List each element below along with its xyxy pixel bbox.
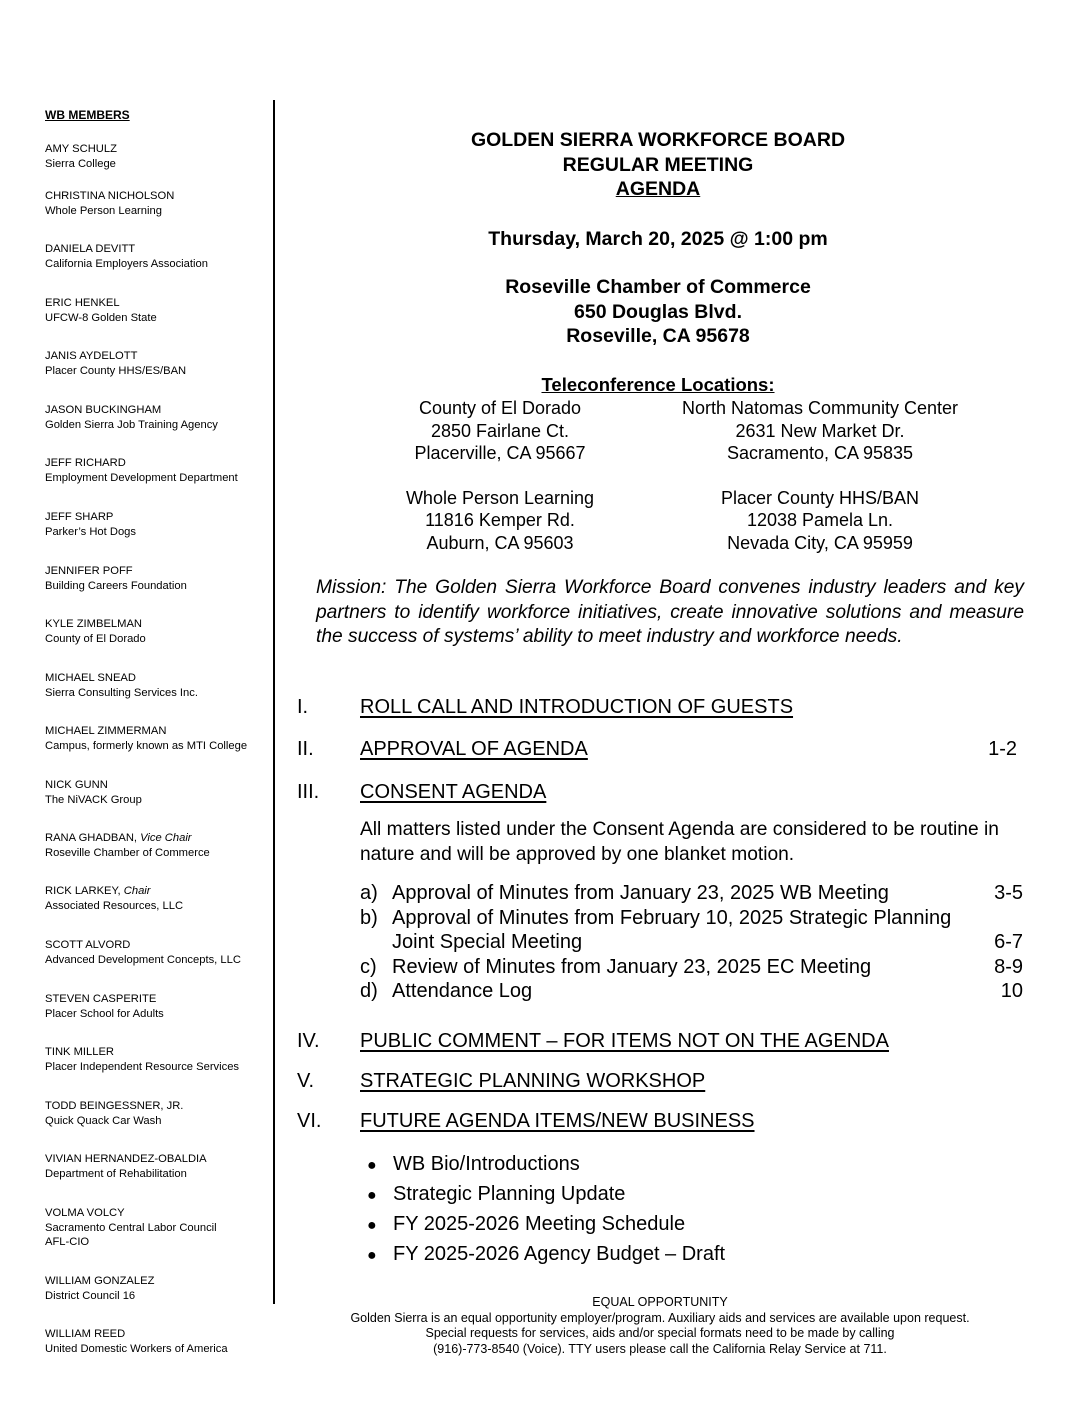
meeting-location (300, 275, 1016, 349)
member-entry: WILLIAM GONZALEZ District Council 16 (45, 1275, 155, 1302)
member-entry: RANA GHADBAN, Vice Chair Roseville Chamber of Commerce (45, 832, 210, 859)
agenda-item-title: STRATEGIC PLANNING WORKSHOP (360, 1070, 706, 1092)
member-entry: MICHAEL SNEAD Sierra Consulting Services Inc. (45, 672, 198, 699)
agenda-item-number: IV. (297, 1030, 320, 1052)
consent-item: d) Attendance Log (360, 980, 533, 1002)
consent-item-page: 10 (1000, 980, 1023, 1002)
agenda-header (300, 128, 1016, 202)
future-items-list (367, 1152, 725, 1272)
list-item: ● FY 2025-2026 Agency Budget – Draft (367, 1242, 725, 1272)
member-entry: JENNIFER POFF Building Careers Foundation (45, 565, 187, 592)
agenda-item-number: III. (297, 781, 320, 803)
venue-street: 650 Douglas Blvd. (574, 300, 742, 323)
mission-statement: Mission: The Golden Sierra Workforce Board convenes industry leaders and key partners to identify workforce initiatives, create innovative solutions and measure the success of systems’ ability to meet industry and workforce needs. (316, 577, 1024, 647)
member-entry: MICHAEL ZIMMERMAN Campus, formerly known as MTI College (45, 725, 248, 752)
member-entry: VIVIAN HERNANDEZ-OBALDIA Department of Rehabilitation (45, 1153, 207, 1180)
consent-item: b) Approval of Minutes from February 10, 2025 Strategic Planning (360, 907, 952, 929)
tele-location-city: Nevada City, CA 95959 (727, 532, 913, 553)
tele-location-street: 12038 Pamela Ln. (746, 510, 894, 530)
agenda-heading: AGENDA (615, 178, 701, 200)
list-item: ● WB Bio/Introductions (367, 1152, 725, 1182)
member-entry: NICK GUNN The NiVACK Group (45, 779, 142, 806)
tele-location-street: 11816 Kemper Rd. (425, 510, 575, 530)
equal-opportunity-footer: EQUAL OPPORTUNITY Golden Sierra is an equal opportunity employer/program. Auxiliary aids and services are available upon request. Special requests for services, aids and/or special formats need to be made by calling (916)-773-8540 (Voice). TTY users please call the California Relay Service at 711. (280, 1295, 1040, 1357)
tele-location-name: Placer County HHS/BAN (720, 487, 920, 508)
list-item: ● Strategic Planning Update (367, 1182, 725, 1212)
consent-item-page: 3-5 (994, 882, 1023, 904)
tele-location-street: 2631 New Market Dr. (735, 420, 905, 441)
meeting-datetime: Thursday, March 20, 2025 @ 1:00 pm (488, 228, 828, 250)
venue-city: Roseville, CA 95678 (566, 325, 750, 347)
teleconference-right-column (660, 397, 980, 554)
member-entry: JEFF RICHARD Employment Development Department (45, 457, 238, 484)
agenda-item-number: II. (297, 738, 314, 760)
agenda-item-title: PUBLIC COMMENT – FOR ITEMS NOT ON THE AGENDA (360, 1030, 889, 1052)
member-role: Vice Chair (140, 832, 192, 844)
member-entry: KYLE ZIMBELMAN County of El Dorado (45, 618, 146, 645)
member-entry: JANIS AYDELOTT Placer County HHS/ES/BAN (45, 350, 187, 377)
member-entry: TINK MILLER Placer Independent Resource Services (45, 1046, 240, 1073)
member-entry: RICK LARKEY, Chair Associated Resources, LLC (45, 885, 184, 912)
member-role: Chair (123, 885, 151, 897)
member-entry: STEVEN CASPERITE Placer School for Adults (45, 993, 164, 1020)
member-entry: VOLMA VOLCY Sacramento Central Labor Council AFL-CIO (45, 1207, 217, 1248)
member-entry: SCOTT ALVORD Advanced Development Concepts, LLC (45, 939, 241, 966)
members-sidebar (45, 108, 273, 1355)
bullet-icon: ● (367, 1247, 377, 1264)
agenda-item-number: I. (297, 696, 309, 718)
teleconference-title: Teleconference Locations: (541, 374, 775, 395)
footer-title: EQUAL OPPORTUNITY (592, 1295, 728, 1309)
consent-item: a) Approval of Minutes from January 23, 2025 WB Meeting (360, 882, 889, 904)
agenda-item-title: FUTURE AGENDA ITEMS/NEW BUSINESS (360, 1110, 755, 1132)
tele-location-city: Auburn, CA 95603 (426, 532, 574, 553)
bullet-icon: ● (367, 1187, 377, 1204)
member-entry: ERIC HENKEL UFCW-8 Golden State (45, 297, 157, 324)
bullet-icon: ● (367, 1217, 377, 1234)
member-entry: CHRISTINA NICHOLSON Whole Person Learning (45, 190, 175, 217)
member-entry: TODD BEINGESSNER, JR. Quick Quack Car Wash (45, 1100, 184, 1127)
tele-location-name: Whole Person Learning (405, 487, 595, 508)
agenda-item-number: VI. (297, 1110, 322, 1132)
sidebar-title: WB MEMBERS (45, 108, 130, 122)
member-entry: DANIELA DEVITT California Employers Association (45, 243, 208, 270)
tele-location-city: Placerville, CA 95667 (414, 443, 586, 463)
sidebar-divider (273, 100, 275, 1304)
venue-name: Roseville Chamber of Commerce (505, 276, 811, 298)
consent-item-page: 6-7 (994, 931, 1023, 953)
bullet-icon: ● (367, 1157, 377, 1174)
tele-location-name: North Natomas Community Center (681, 398, 959, 418)
member-entry: AMY SCHULZ Sierra College (45, 143, 117, 170)
consent-item-continuation: Joint Special Meeting (392, 931, 583, 953)
tele-location-street: 2850 Fairlane Ct. (430, 420, 570, 441)
tele-location-name: County of El Dorado (418, 398, 582, 418)
board-name: GOLDEN SIERRA WORKFORCE BOARD (470, 129, 846, 151)
member-entry: WILLIAM REED United Domestic Workers of America (45, 1328, 228, 1355)
consent-item: c) Review of Minutes from January 23, 2025 EC Meeting (360, 956, 872, 978)
consent-item-page: 8-9 (994, 956, 1023, 978)
teleconference-left-column (380, 397, 620, 554)
member-entry: JEFF SHARP Parker’s Hot Dogs (45, 511, 136, 538)
tele-location-city: Sacramento, CA 95835 (726, 443, 914, 463)
meeting-type: REGULAR MEETING (562, 153, 754, 176)
agenda-item-title: ROLL CALL AND INTRODUCTION OF GUESTS (360, 696, 794, 718)
consent-description: All matters listed under the Consent Agenda are considered to be routine in nature and will be approved by one blanket motion. (360, 819, 999, 865)
agenda-item-title: CONSENT AGENDA (360, 781, 547, 803)
agenda-item-number: V. (297, 1070, 315, 1092)
agenda-item-title: APPROVAL OF AGENDA (360, 738, 588, 760)
member-entry: JASON BUCKINGHAM Golden Sierra Job Training Agency (45, 404, 218, 431)
agenda-item-page: 1-2 (988, 738, 1017, 760)
list-item: ● FY 2025-2026 Meeting Schedule (367, 1212, 725, 1242)
